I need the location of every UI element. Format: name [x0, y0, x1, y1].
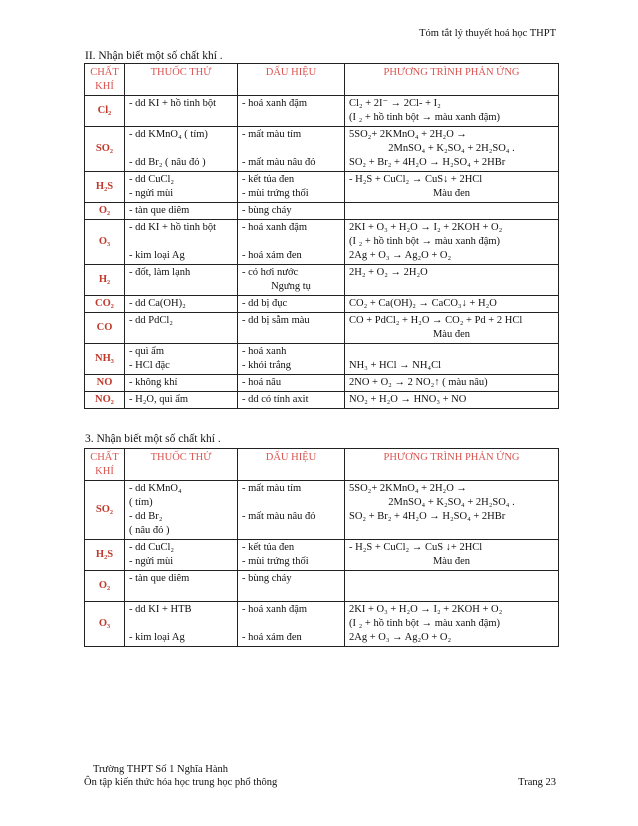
- equation-line: 5SO₂+ 2KMnO₄ + 2H₂O →: [349, 129, 467, 140]
- page-header: Tóm tắt lý thuyết hoá học THPT: [419, 28, 556, 39]
- header-equation: PHƯƠNG TRÌNH PHẢN ỨNG: [345, 64, 559, 96]
- reagent-cell: [125, 392, 238, 409]
- reagent-line: - dd Br₂: [129, 511, 163, 522]
- equation-line: 2Ag + O₃ → Ag₂O + O₂: [349, 250, 452, 261]
- reagent-line: - tàn que diêm: [129, 573, 190, 584]
- reagent-cell: [125, 203, 238, 220]
- sign-cell: [238, 481, 345, 540]
- eq-cell: [345, 220, 559, 265]
- gas-cell: O₃: [85, 220, 125, 265]
- gas-identification-table-2: [84, 448, 559, 647]
- sign-line: - có hơi nước: [242, 267, 299, 278]
- equation-line: 2Ag + O₃ → Ag₂O + O₂: [349, 632, 452, 643]
- sign-line: - bùng cháy: [242, 205, 292, 216]
- reagent-cell: [125, 313, 238, 344]
- sign-line: - kết tủa đen: [242, 542, 295, 553]
- sign-line: - hoá xanh đậm: [242, 604, 308, 615]
- sign-cell: [238, 392, 345, 409]
- sign-line: [242, 235, 340, 249]
- reagent-line: - quì ẩm: [129, 346, 164, 357]
- equation-line: CO + PdCl₂ + H₂O → CO₂ + Pd + 2 HCl: [349, 315, 523, 326]
- table-row: [85, 313, 559, 344]
- table-row: [85, 375, 559, 392]
- reagent-cell: [125, 602, 238, 647]
- equation-line: Màu đen: [432, 188, 471, 199]
- sign-line: - hoá xám đen: [242, 250, 302, 261]
- equation-line: [349, 586, 554, 600]
- equation-line: Màu đen: [432, 329, 471, 340]
- sign-cell: [238, 172, 345, 203]
- reagent-line: - tàn que diêm: [129, 205, 190, 216]
- gas-cell: H₂S: [85, 172, 125, 203]
- eq-cell: [345, 602, 559, 647]
- gas-cell: O₂: [85, 571, 125, 602]
- table-row: [85, 172, 559, 203]
- equation-line: 2MnSO₄ + K₂SO₄ + 2H₂SO₄ .: [388, 497, 515, 508]
- eq-cell: [345, 127, 559, 172]
- eq-cell: [345, 203, 559, 220]
- gas-cell: NO: [85, 375, 125, 392]
- sign-cell: [238, 296, 345, 313]
- sign-cell: [238, 96, 345, 127]
- eq-cell: [345, 96, 559, 127]
- section-title-2: 3. Nhận biết một số chất khí .: [85, 433, 221, 445]
- gas-cell: CO: [85, 313, 125, 344]
- header-reagent: THUỐC THỬ: [125, 449, 238, 481]
- equation-line: CO₂ + Ca(OH)₂ → CaCO₃↓ + H₂O: [349, 298, 497, 309]
- eq-cell: [345, 375, 559, 392]
- page-number: Trang 23: [518, 777, 556, 788]
- equation-line: (I ₂ + hồ tinh bột → màu xanh đậm): [349, 618, 501, 629]
- footer-subtitle: Ôn tập kiến thức hóa học trung học phổ thông: [84, 777, 278, 788]
- reagent-cell: [125, 296, 238, 313]
- equation-line: SO₂ + Br₂ + 4H₂O → H₂SO₄ + 2HBr: [349, 157, 506, 168]
- eq-cell: [345, 172, 559, 203]
- reagent-line: - dd CuCl₂: [129, 542, 175, 553]
- reagent-line: [129, 617, 233, 631]
- equation-line: NH₃ + HCl → NH₄Cl: [349, 360, 441, 371]
- reagent-line: - dd CuCl₂: [129, 174, 175, 185]
- reagent-cell: [125, 220, 238, 265]
- equation-line: 2NO + O₂ → 2 NO₂↑ ( màu nâu): [349, 377, 488, 388]
- reagent-cell: [125, 540, 238, 571]
- gas-identification-table: [84, 63, 559, 409]
- reagent-cell: [125, 344, 238, 375]
- reagent-line: - kim loại Ag: [129, 632, 185, 643]
- table-row: [85, 344, 559, 375]
- eq-cell: [345, 313, 559, 344]
- sign-line: - hoá xám đen: [242, 632, 302, 643]
- section-title: II. Nhận biết một số chất khí .: [85, 50, 223, 62]
- sign-line: - bùng cháy: [242, 573, 292, 584]
- reagent-line: - không khí: [129, 377, 178, 388]
- reagent-line: - dd KI + hồ tinh bột: [129, 98, 216, 109]
- table-row: [85, 392, 559, 409]
- sign-line: - hoá xanh đậm: [242, 98, 308, 109]
- table-row: [85, 481, 559, 540]
- gas-cell: O₃: [85, 602, 125, 647]
- sign-line: - dd bị đục: [242, 298, 288, 309]
- equation-line: (I ₂ + hồ tinh bột → màu xanh đậm): [349, 112, 501, 123]
- sign-line: [242, 586, 340, 600]
- sign-line: - hoá nâu: [242, 377, 282, 388]
- header-reagent: THUỐC THỬ: [125, 64, 238, 96]
- reagent-line: - dd Br₂ ( nâu đỏ ): [129, 157, 206, 168]
- reagent-cell: [125, 265, 238, 296]
- sign-cell: [238, 265, 345, 296]
- equation-line: - H₂S + CuCl₂ → CuS↓ + 2HCl: [349, 174, 483, 185]
- sign-line: Ngưng tụ: [271, 281, 311, 292]
- eq-cell: [345, 481, 559, 540]
- sign-line: - mất màu nâu đỏ: [242, 157, 316, 168]
- reagent-line: - dd KI + HTB: [129, 604, 192, 615]
- reagent-line: [129, 235, 233, 249]
- reagent-cell: [125, 172, 238, 203]
- sign-line: - dd có tính axit: [242, 394, 309, 405]
- reagent-cell: [125, 127, 238, 172]
- sign-cell: [238, 203, 345, 220]
- reagent-line: - dd Ca(OH)₂: [129, 298, 186, 309]
- sign-line: [242, 617, 340, 631]
- eq-cell: [345, 265, 559, 296]
- header-equation: PHƯƠNG TRÌNH PHẢN ỨNG: [345, 449, 559, 481]
- sign-line: - dd bị sẫm màu: [242, 315, 310, 326]
- eq-cell: [345, 296, 559, 313]
- gas-cell: NH₃: [85, 344, 125, 375]
- footer-school: Trường THPT Số 1 Nghĩa Hành: [93, 764, 229, 775]
- table-row: [85, 571, 559, 602]
- sign-cell: [238, 602, 345, 647]
- sign-line: - mất màu nâu đỏ: [242, 511, 316, 522]
- reagent-line: - đốt, làm lạnh: [129, 267, 191, 278]
- sign-line: - hoá xanh: [242, 346, 287, 357]
- header-sign: DẤU HIỆU: [238, 449, 345, 481]
- sign-cell: [238, 344, 345, 375]
- reagent-line: - HCl đặc: [129, 360, 170, 371]
- table-row: [85, 296, 559, 313]
- eq-cell: [345, 392, 559, 409]
- eq-cell: [345, 344, 559, 375]
- sign-line: - mất màu tím: [242, 483, 302, 494]
- gas-cell: H₂S: [85, 540, 125, 571]
- equation-line: 2KI + O₃ + H₂O → I₂ + 2KOH + O₂: [349, 604, 503, 615]
- reagent-line: - kim loại Ag: [129, 250, 185, 261]
- sign-line: - khói trắng: [242, 360, 291, 371]
- reagent-line: - dd KMnO₄ ( tím): [129, 129, 208, 140]
- table-row: [85, 127, 559, 172]
- gas-cell: H₂: [85, 265, 125, 296]
- sign-cell: [238, 127, 345, 172]
- gas-cell: Cl₂: [85, 96, 125, 127]
- sign-cell: [238, 375, 345, 392]
- sign-line: - mất màu tím: [242, 129, 302, 140]
- reagent-line: ( nâu đỏ ): [129, 525, 170, 536]
- reagent-cell: [125, 375, 238, 392]
- reagent-line: - dd PdCl₂: [129, 315, 173, 326]
- table-row: [85, 220, 559, 265]
- equation-line: [349, 204, 554, 218]
- header-gas: CHẤT KHÍ: [85, 449, 125, 481]
- eq-cell: [345, 571, 559, 602]
- sign-cell: [238, 571, 345, 602]
- table-row: [85, 203, 559, 220]
- sign-cell: [238, 220, 345, 265]
- gas-cell: O₂: [85, 203, 125, 220]
- reagent-cell: [125, 96, 238, 127]
- gas-cell: CO₂: [85, 296, 125, 313]
- reagent-line: - ngửi mùi: [129, 556, 174, 567]
- sign-line: - mùi trứng thối: [242, 188, 309, 199]
- reagent-line: - dd KI + hồ tinh bột: [129, 222, 216, 233]
- reagent-line: ( tím): [129, 497, 153, 508]
- gas-cell: NO₂: [85, 392, 125, 409]
- table-row: [85, 96, 559, 127]
- table-row: [85, 265, 559, 296]
- gas-cell: SO₂: [85, 481, 125, 540]
- reagent-line: - ngửi mùi: [129, 188, 174, 199]
- equation-line: NO₂ + H₂O → HNO₃ + NO: [349, 394, 467, 405]
- table-row: [85, 540, 559, 571]
- equation-line: Màu đen: [432, 556, 471, 567]
- sign-line: [242, 524, 340, 538]
- sign-line: - kết tủa đen: [242, 174, 295, 185]
- equation-line: SO₂ + Br₂ + 4H₂O → H₂SO₄ + 2HBr: [349, 511, 506, 522]
- header-gas: CHẤT KHÍ: [85, 64, 125, 96]
- gas-cell: SO₂: [85, 127, 125, 172]
- equation-line: [349, 345, 554, 359]
- reagent-cell: [125, 571, 238, 602]
- equation-line: [349, 572, 554, 586]
- sign-cell: [238, 540, 345, 571]
- table-row: [85, 602, 559, 647]
- reagent-line: [129, 142, 233, 156]
- equation-line: Cl₂ + 2I⁻ → 2Cl- + I₂: [349, 98, 441, 109]
- equation-line: - H₂S + CuCl₂ → CuS ↓+ 2HCl: [349, 542, 483, 553]
- reagent-line: - dd KMnO₄: [129, 483, 182, 494]
- equation-line: 2H₂ + O₂ → 2H₂O: [349, 267, 428, 278]
- equation-line: (I ₂ + hồ tinh bột → màu xanh đậm): [349, 236, 501, 247]
- sign-line: [242, 496, 340, 510]
- reagent-cell: [125, 481, 238, 540]
- sign-line: [242, 142, 340, 156]
- header-sign: DẤU HIỆU: [238, 64, 345, 96]
- equation-line: [349, 524, 554, 538]
- equation-line: 2KI + O₃ + H₂O → I₂ + 2KOH + O₂: [349, 222, 503, 233]
- reagent-line: [129, 586, 233, 600]
- sign-line: - hoá xanh đậm: [242, 222, 308, 233]
- sign-cell: [238, 313, 345, 344]
- eq-cell: [345, 540, 559, 571]
- equation-line: 2MnSO₄ + K₂SO₄ + 2H₂SO₄ .: [388, 143, 515, 154]
- sign-line: - mùi trứng thối: [242, 556, 309, 567]
- equation-line: 5SO₂+ 2KMnO₄ + 2H₂O →: [349, 483, 467, 494]
- reagent-line: - H₂O, quì ẩm: [129, 394, 189, 405]
